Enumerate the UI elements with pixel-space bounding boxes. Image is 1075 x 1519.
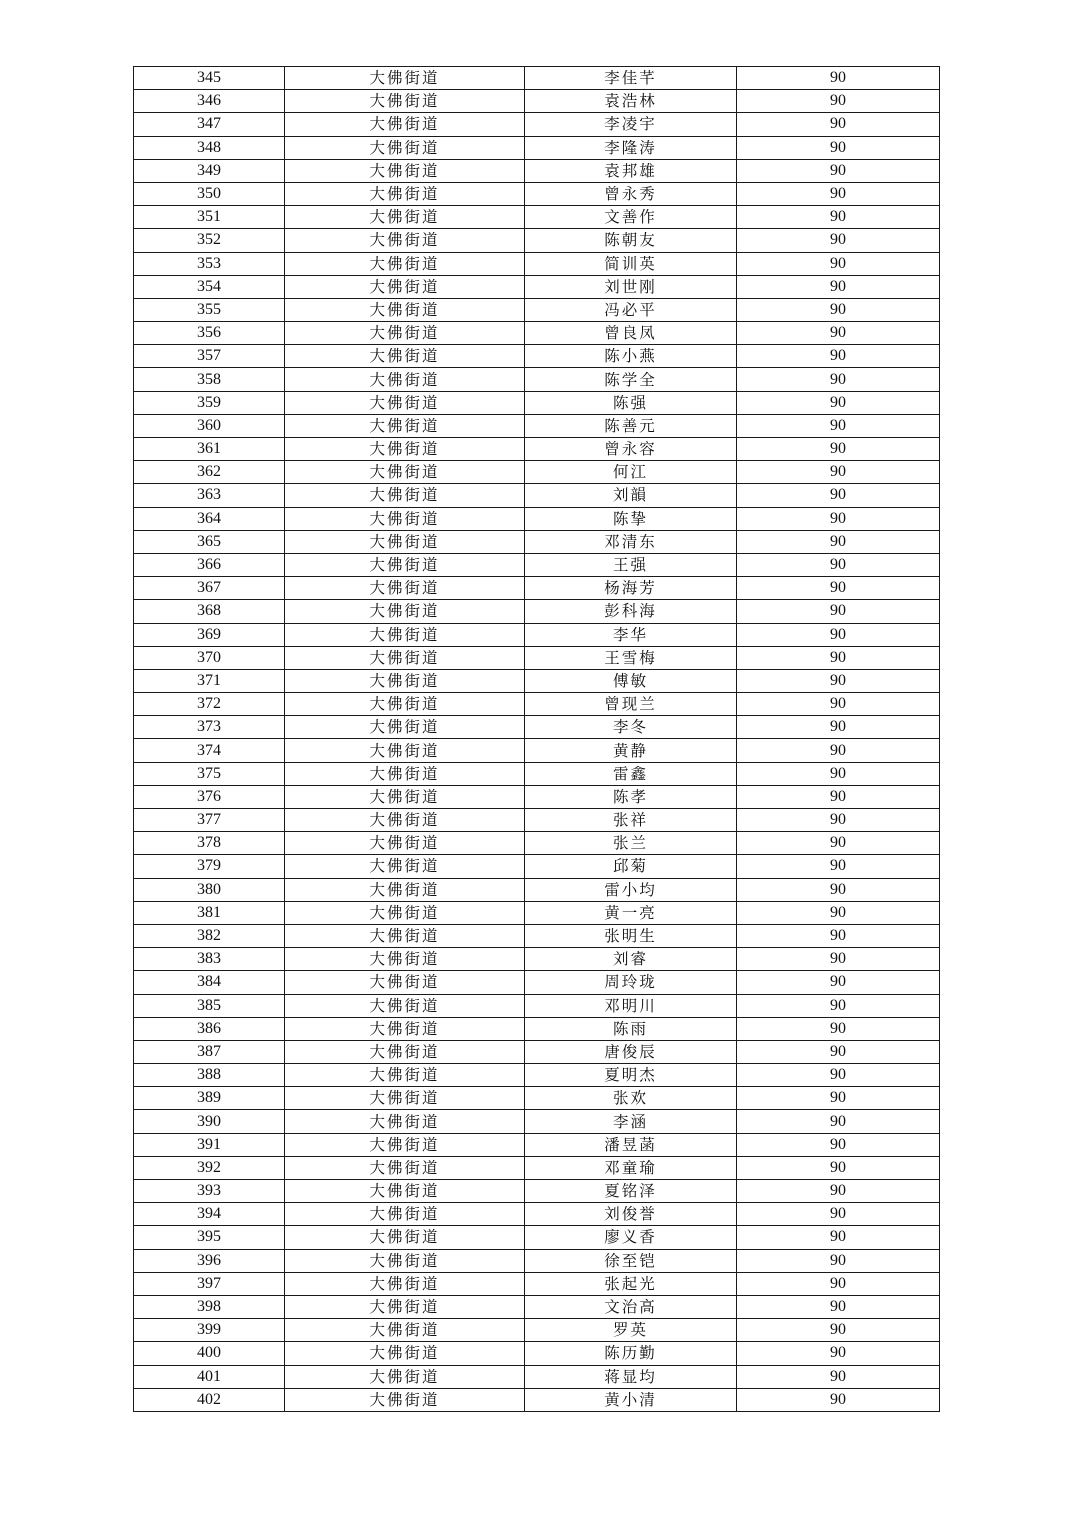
score-cell: 90 — [737, 669, 940, 692]
name-cell: 文善作 — [525, 206, 737, 229]
street-cell: 大佛街道 — [285, 971, 525, 994]
street-cell: 大佛街道 — [285, 182, 525, 205]
name-cell: 陈历勤 — [525, 1342, 737, 1365]
row-number-cell: 373 — [134, 716, 285, 739]
street-cell: 大佛街道 — [285, 368, 525, 391]
row-number-cell: 350 — [134, 182, 285, 205]
row-number-cell: 388 — [134, 1064, 285, 1087]
table-row — [134, 113, 940, 136]
score-cell: 90 — [737, 484, 940, 507]
score-cell: 90 — [737, 113, 940, 136]
score-cell: 90 — [737, 1272, 940, 1295]
table-row — [134, 623, 940, 646]
name-cell: 陈挚 — [525, 507, 737, 530]
name-cell: 刘睿 — [525, 948, 737, 971]
street-cell: 大佛街道 — [285, 901, 525, 924]
table-row — [134, 855, 940, 878]
score-cell: 90 — [737, 832, 940, 855]
name-cell: 王雪梅 — [525, 646, 737, 669]
roster-table — [133, 66, 940, 1412]
table-row — [134, 646, 940, 669]
score-cell: 90 — [737, 762, 940, 785]
score-cell: 90 — [737, 275, 940, 298]
row-number-cell: 368 — [134, 600, 285, 623]
street-cell: 大佛街道 — [285, 832, 525, 855]
street-cell: 大佛街道 — [285, 1319, 525, 1342]
table-row — [134, 739, 940, 762]
row-number-cell: 351 — [134, 206, 285, 229]
street-cell: 大佛街道 — [285, 739, 525, 762]
score-cell: 90 — [737, 1180, 940, 1203]
street-cell: 大佛街道 — [285, 229, 525, 252]
table-row — [134, 67, 940, 90]
score-cell: 90 — [737, 994, 940, 1017]
name-cell: 唐俊辰 — [525, 1040, 737, 1063]
street-cell: 大佛街道 — [285, 1110, 525, 1133]
score-cell: 90 — [737, 229, 940, 252]
table-row — [134, 994, 940, 1017]
name-cell: 曾永秀 — [525, 182, 737, 205]
table-row — [134, 1295, 940, 1318]
name-cell: 潘昱菡 — [525, 1133, 737, 1156]
row-number-cell: 361 — [134, 438, 285, 461]
street-cell: 大佛街道 — [285, 716, 525, 739]
name-cell: 夏铭泽 — [525, 1180, 737, 1203]
row-number-cell: 374 — [134, 739, 285, 762]
street-cell: 大佛街道 — [285, 1203, 525, 1226]
table-row — [134, 345, 940, 368]
street-cell: 大佛街道 — [285, 669, 525, 692]
name-cell: 邓童瑜 — [525, 1156, 737, 1179]
street-cell: 大佛街道 — [285, 1272, 525, 1295]
table-row — [134, 182, 940, 205]
name-cell: 李凌宇 — [525, 113, 737, 136]
name-cell: 彭科海 — [525, 600, 737, 623]
name-cell: 张明生 — [525, 924, 737, 947]
name-cell: 曾良凤 — [525, 322, 737, 345]
name-cell: 李隆涛 — [525, 136, 737, 159]
row-number-cell: 378 — [134, 832, 285, 855]
table-row — [134, 785, 940, 808]
street-cell: 大佛街道 — [285, 275, 525, 298]
table-row — [134, 414, 940, 437]
row-number-cell: 387 — [134, 1040, 285, 1063]
street-cell: 大佛街道 — [285, 1017, 525, 1040]
row-number-cell: 359 — [134, 391, 285, 414]
street-cell: 大佛街道 — [285, 1342, 525, 1365]
score-cell: 90 — [737, 391, 940, 414]
score-cell: 90 — [737, 438, 940, 461]
street-cell: 大佛街道 — [285, 1156, 525, 1179]
score-cell: 90 — [737, 855, 940, 878]
name-cell: 刘俊誉 — [525, 1203, 737, 1226]
name-cell: 杨海芳 — [525, 577, 737, 600]
table-row — [134, 878, 940, 901]
street-cell: 大佛街道 — [285, 438, 525, 461]
table-row — [134, 1064, 940, 1087]
score-cell: 90 — [737, 809, 940, 832]
table-row — [134, 1203, 940, 1226]
table-row — [134, 391, 940, 414]
street-cell: 大佛街道 — [285, 994, 525, 1017]
street-cell: 大佛街道 — [285, 553, 525, 576]
street-cell: 大佛街道 — [285, 646, 525, 669]
street-cell: 大佛街道 — [285, 1249, 525, 1272]
table-row — [134, 206, 940, 229]
score-cell: 90 — [737, 159, 940, 182]
name-cell: 袁浩林 — [525, 90, 737, 113]
row-number-cell: 370 — [134, 646, 285, 669]
table-row — [134, 716, 940, 739]
score-cell: 90 — [737, 507, 940, 530]
name-cell: 陈孝 — [525, 785, 737, 808]
row-number-cell: 348 — [134, 136, 285, 159]
street-cell: 大佛街道 — [285, 1365, 525, 1388]
table-row — [134, 553, 940, 576]
name-cell: 周玲珑 — [525, 971, 737, 994]
street-cell: 大佛街道 — [285, 507, 525, 530]
name-cell: 王强 — [525, 553, 737, 576]
street-cell: 大佛街道 — [285, 1133, 525, 1156]
table-row — [134, 948, 940, 971]
table-row — [134, 1156, 940, 1179]
street-cell: 大佛街道 — [285, 113, 525, 136]
name-cell: 夏明杰 — [525, 1064, 737, 1087]
name-cell: 张欢 — [525, 1087, 737, 1110]
row-number-cell: 379 — [134, 855, 285, 878]
row-number-cell: 384 — [134, 971, 285, 994]
name-cell: 简训英 — [525, 252, 737, 275]
name-cell: 蒋显均 — [525, 1365, 737, 1388]
row-number-cell: 396 — [134, 1249, 285, 1272]
street-cell: 大佛街道 — [285, 600, 525, 623]
name-cell: 陈朝友 — [525, 229, 737, 252]
table-row — [134, 484, 940, 507]
row-number-cell: 356 — [134, 322, 285, 345]
table-row — [134, 1365, 940, 1388]
row-number-cell: 395 — [134, 1226, 285, 1249]
table-row — [134, 600, 940, 623]
score-cell: 90 — [737, 577, 940, 600]
name-cell: 陈善元 — [525, 414, 737, 437]
score-cell: 90 — [737, 1319, 940, 1342]
row-number-cell: 389 — [134, 1087, 285, 1110]
name-cell: 刘世刚 — [525, 275, 737, 298]
table-row — [134, 1133, 940, 1156]
score-cell: 90 — [737, 1365, 940, 1388]
table-row — [134, 1087, 940, 1110]
name-cell: 陈学全 — [525, 368, 737, 391]
table-row — [134, 1017, 940, 1040]
name-cell: 黄静 — [525, 739, 737, 762]
name-cell: 张起光 — [525, 1272, 737, 1295]
table-row — [134, 368, 940, 391]
score-cell: 90 — [737, 739, 940, 762]
table-row — [134, 461, 940, 484]
score-cell: 90 — [737, 90, 940, 113]
row-number-cell: 372 — [134, 693, 285, 716]
row-number-cell: 381 — [134, 901, 285, 924]
name-cell: 李佳芊 — [525, 67, 737, 90]
row-number-cell: 365 — [134, 530, 285, 553]
row-number-cell: 352 — [134, 229, 285, 252]
name-cell: 罗英 — [525, 1319, 737, 1342]
name-cell: 徐至铠 — [525, 1249, 737, 1272]
score-cell: 90 — [737, 1040, 940, 1063]
row-number-cell: 380 — [134, 878, 285, 901]
row-number-cell: 357 — [134, 345, 285, 368]
table-row — [134, 275, 940, 298]
street-cell: 大佛街道 — [285, 809, 525, 832]
row-number-cell: 377 — [134, 809, 285, 832]
name-cell: 黄一亮 — [525, 901, 737, 924]
row-number-cell: 355 — [134, 298, 285, 321]
score-cell: 90 — [737, 623, 940, 646]
score-cell: 90 — [737, 414, 940, 437]
score-cell: 90 — [737, 971, 940, 994]
score-cell: 90 — [737, 600, 940, 623]
table-row — [134, 693, 940, 716]
street-cell: 大佛街道 — [285, 577, 525, 600]
score-cell: 90 — [737, 461, 940, 484]
table-row — [134, 924, 940, 947]
score-cell: 90 — [737, 1156, 940, 1179]
score-cell: 90 — [737, 1087, 940, 1110]
street-cell: 大佛街道 — [285, 484, 525, 507]
street-cell: 大佛街道 — [285, 924, 525, 947]
table-row — [134, 1040, 940, 1063]
score-cell: 90 — [737, 298, 940, 321]
row-number-cell: 402 — [134, 1388, 285, 1411]
table-row — [134, 971, 940, 994]
score-cell: 90 — [737, 1388, 940, 1411]
table-row — [134, 1249, 940, 1272]
row-number-cell: 375 — [134, 762, 285, 785]
street-cell: 大佛街道 — [285, 206, 525, 229]
table-row — [134, 832, 940, 855]
name-cell: 曾现兰 — [525, 693, 737, 716]
score-cell: 90 — [737, 1342, 940, 1365]
name-cell: 冯必平 — [525, 298, 737, 321]
name-cell: 黄小清 — [525, 1388, 737, 1411]
name-cell: 廖义香 — [525, 1226, 737, 1249]
table-row — [134, 762, 940, 785]
table-row — [134, 577, 940, 600]
row-number-cell: 376 — [134, 785, 285, 808]
street-cell: 大佛街道 — [285, 855, 525, 878]
table-row — [134, 90, 940, 113]
street-cell: 大佛街道 — [285, 322, 525, 345]
table-row — [134, 669, 940, 692]
row-number-cell: 362 — [134, 461, 285, 484]
score-cell: 90 — [737, 1295, 940, 1318]
row-number-cell: 358 — [134, 368, 285, 391]
name-cell: 袁邦雄 — [525, 159, 737, 182]
row-number-cell: 385 — [134, 994, 285, 1017]
street-cell: 大佛街道 — [285, 159, 525, 182]
table-row — [134, 322, 940, 345]
score-cell: 90 — [737, 136, 940, 159]
score-cell: 90 — [737, 716, 940, 739]
name-cell: 傅敏 — [525, 669, 737, 692]
name-cell: 雷鑫 — [525, 762, 737, 785]
street-cell: 大佛街道 — [285, 948, 525, 971]
name-cell: 邓清东 — [525, 530, 737, 553]
table-row — [134, 438, 940, 461]
street-cell: 大佛街道 — [285, 1040, 525, 1063]
street-cell: 大佛街道 — [285, 391, 525, 414]
street-cell: 大佛街道 — [285, 298, 525, 321]
street-cell: 大佛街道 — [285, 414, 525, 437]
street-cell: 大佛街道 — [285, 1064, 525, 1087]
street-cell: 大佛街道 — [285, 90, 525, 113]
score-cell: 90 — [737, 646, 940, 669]
name-cell: 李华 — [525, 623, 737, 646]
street-cell: 大佛街道 — [285, 1226, 525, 1249]
name-cell: 陈小燕 — [525, 345, 737, 368]
street-cell: 大佛街道 — [285, 136, 525, 159]
row-number-cell: 367 — [134, 577, 285, 600]
score-cell: 90 — [737, 182, 940, 205]
table-row — [134, 229, 940, 252]
row-number-cell: 397 — [134, 1272, 285, 1295]
score-cell: 90 — [737, 345, 940, 368]
score-cell: 90 — [737, 1133, 940, 1156]
score-cell: 90 — [737, 368, 940, 391]
street-cell: 大佛街道 — [285, 1087, 525, 1110]
score-cell: 90 — [737, 553, 940, 576]
row-number-cell: 383 — [134, 948, 285, 971]
row-number-cell: 399 — [134, 1319, 285, 1342]
row-number-cell: 391 — [134, 1133, 285, 1156]
row-number-cell: 382 — [134, 924, 285, 947]
street-cell: 大佛街道 — [285, 461, 525, 484]
name-cell: 曾永容 — [525, 438, 737, 461]
row-number-cell: 386 — [134, 1017, 285, 1040]
row-number-cell: 401 — [134, 1365, 285, 1388]
table-row — [134, 252, 940, 275]
table-row — [134, 1272, 940, 1295]
score-cell: 90 — [737, 924, 940, 947]
street-cell: 大佛街道 — [285, 345, 525, 368]
name-cell: 李涵 — [525, 1110, 737, 1133]
street-cell: 大佛街道 — [285, 1388, 525, 1411]
score-cell: 90 — [737, 693, 940, 716]
score-cell: 90 — [737, 948, 940, 971]
street-cell: 大佛街道 — [285, 252, 525, 275]
table-row — [134, 136, 940, 159]
name-cell: 陈强 — [525, 391, 737, 414]
table-row — [134, 530, 940, 553]
row-number-cell: 400 — [134, 1342, 285, 1365]
row-number-cell: 369 — [134, 623, 285, 646]
street-cell: 大佛街道 — [285, 623, 525, 646]
name-cell: 文治高 — [525, 1295, 737, 1318]
row-number-cell: 398 — [134, 1295, 285, 1318]
table-row — [134, 507, 940, 530]
score-cell: 90 — [737, 878, 940, 901]
row-number-cell: 360 — [134, 414, 285, 437]
row-number-cell: 364 — [134, 507, 285, 530]
street-cell: 大佛街道 — [285, 1180, 525, 1203]
score-cell: 90 — [737, 1226, 940, 1249]
name-cell: 刘韻 — [525, 484, 737, 507]
row-number-cell: 349 — [134, 159, 285, 182]
row-number-cell: 363 — [134, 484, 285, 507]
name-cell: 邱菊 — [525, 855, 737, 878]
table-row — [134, 159, 940, 182]
score-cell: 90 — [737, 322, 940, 345]
score-cell: 90 — [737, 1064, 940, 1087]
row-number-cell: 393 — [134, 1180, 285, 1203]
street-cell: 大佛街道 — [285, 1295, 525, 1318]
street-cell: 大佛街道 — [285, 693, 525, 716]
table-row — [134, 298, 940, 321]
street-cell: 大佛街道 — [285, 762, 525, 785]
table-row — [134, 1388, 940, 1411]
score-cell: 90 — [737, 1203, 940, 1226]
row-number-cell: 366 — [134, 553, 285, 576]
table-row — [134, 1110, 940, 1133]
name-cell: 陈雨 — [525, 1017, 737, 1040]
row-number-cell: 345 — [134, 67, 285, 90]
row-number-cell: 390 — [134, 1110, 285, 1133]
table-row — [134, 901, 940, 924]
score-cell: 90 — [737, 901, 940, 924]
row-number-cell: 371 — [134, 669, 285, 692]
street-cell: 大佛街道 — [285, 67, 525, 90]
score-cell: 90 — [737, 785, 940, 808]
score-cell: 90 — [737, 252, 940, 275]
name-cell: 邓明川 — [525, 994, 737, 1017]
name-cell: 张祥 — [525, 809, 737, 832]
score-cell: 90 — [737, 1110, 940, 1133]
street-cell: 大佛街道 — [285, 785, 525, 808]
score-cell: 90 — [737, 1249, 940, 1272]
row-number-cell: 346 — [134, 90, 285, 113]
score-cell: 90 — [737, 530, 940, 553]
table-row — [134, 809, 940, 832]
row-number-cell: 353 — [134, 252, 285, 275]
row-number-cell: 347 — [134, 113, 285, 136]
score-cell: 90 — [737, 1017, 940, 1040]
name-cell: 李冬 — [525, 716, 737, 739]
street-cell: 大佛街道 — [285, 878, 525, 901]
score-cell: 90 — [737, 206, 940, 229]
row-number-cell: 392 — [134, 1156, 285, 1179]
row-number-cell: 354 — [134, 275, 285, 298]
table-row — [134, 1319, 940, 1342]
score-cell: 90 — [737, 67, 940, 90]
name-cell: 雷小均 — [525, 878, 737, 901]
table-row — [134, 1226, 940, 1249]
name-cell: 何江 — [525, 461, 737, 484]
table-row — [134, 1342, 940, 1365]
street-cell: 大佛街道 — [285, 530, 525, 553]
roster-table-body — [134, 67, 940, 1412]
name-cell: 张兰 — [525, 832, 737, 855]
table-row — [134, 1180, 940, 1203]
row-number-cell: 394 — [134, 1203, 285, 1226]
